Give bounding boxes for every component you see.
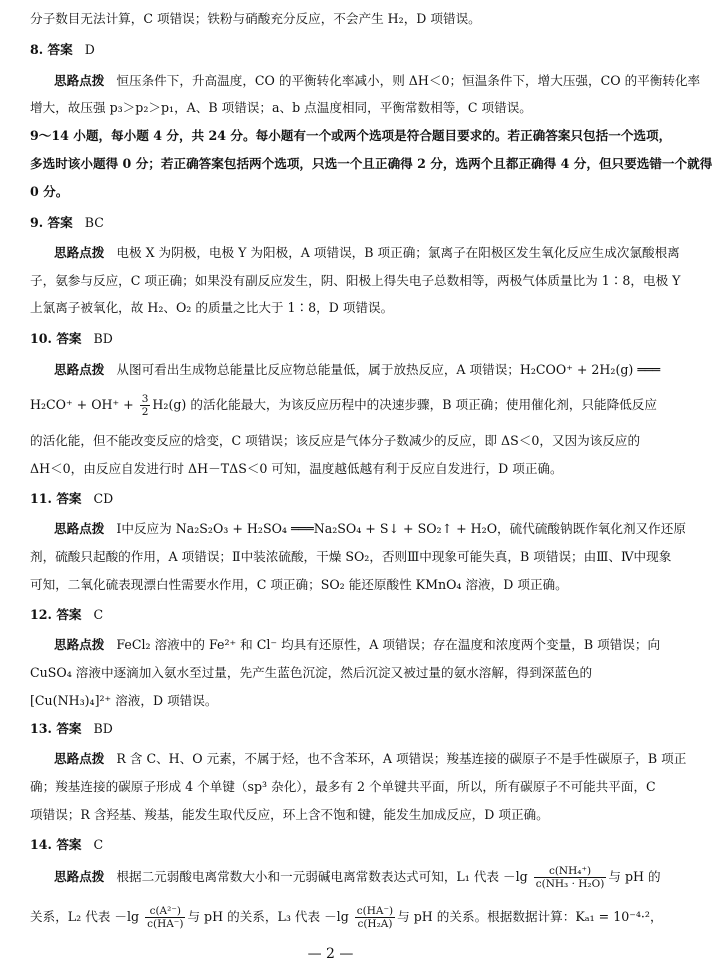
q9-answer-value: BC	[84, 215, 104, 230]
q13-tip-line-3: 项错误；R 含羟基、羧基，能发生取代反应，环上含不饱和键，能发生加成反应，D 项正确。	[30, 807, 549, 822]
q12-answer-value: C	[93, 607, 104, 622]
q12-tip-line-2: CuSO₄ 溶液中逐滴加入氨水至过量，先产生蓝色沉淀，然后沉淀又被过量的氨水溶解，得到深蓝色的	[30, 665, 593, 680]
q10-tip-line-3: 的活化能，但不能改变反应的焓变，C 项错误；该反应是气体分子数减少的反应，即 ΔS＜0，又因为该反应的	[30, 433, 641, 448]
q13-answer: 13. 答案 BD	[30, 721, 113, 736]
q11-answer-value: CD	[93, 491, 114, 506]
fraction-ha-over-h2a: $\frac{c(HA^-)}{\text{c(H₂A)}}$	[356, 905, 394, 930]
fraction-a2-over-ha: $\frac{\text{c(A²⁻)}}{c(HA^-)}$	[147, 905, 184, 930]
q7-tail-line: 分子数目无法计算，C 项错误；铁粉与硝酸充分反应，不会产生 H₂，D 项错误。	[30, 11, 481, 26]
q13-tip-line-2: 确；羧基连接的碳原子形成 4 个单键（sp³ 杂化），最多有 2 个单键共平面，所以，所有碳原子不可能共平面，C	[30, 779, 656, 794]
q9-tip-line-1: 思路点拨 电极 X 为阴极，电极 Y 为阳极，A 项错误，B 项正确；氯离子在阳极区发生氧化反应生成次氯酸根离	[54, 245, 680, 260]
tip-label: 思路点拨	[54, 869, 105, 884]
tip-label: 思路点拨	[54, 751, 105, 766]
q10-tip-line-1: 思路点拨 从图可看出生成物总能量比反应物总能量低，属于放热反应，A 项错误；H₂COO⁺ + 2H₂(g) ═══	[54, 362, 661, 377]
tip-label: 思路点拨	[54, 362, 105, 377]
q14-answer-value: C	[93, 837, 104, 852]
q11-tip-line-3: 可知，二氧化硫表现漂白性需要水作用，C 项正确；SO₂ 能还原酸性 KMnO₄ 溶液，D 项正确。	[30, 577, 568, 592]
fraction-nh4-over-nh3h2o: $\frac{\text{c(NH₄⁺)}}{\text{c(NH₃ · H₂O)}}$	[535, 865, 605, 890]
q12-tip-line-3: [Cu(NH₃)₄]²⁺ 溶液，D 项错误。	[30, 693, 218, 708]
q8-answer: 8. 答案 D	[30, 42, 95, 57]
page-number: — 2 —	[307, 946, 354, 962]
section-note-line-2: 多选时该小题得 0 分；若正确答案包括两个选项，只选一个且正确得 2 分，选两个且都正确得 4 分，但只要选错一个就得	[30, 156, 712, 171]
fraction-three-halves: $\frac{3}{2}$	[141, 393, 149, 418]
tip-label: 思路点拨	[54, 521, 105, 536]
q14-tip-line-1: 思路点拨 根据二元弱酸电离常数大小和一元弱碱电离常数表达式可知，L₁ 代表 －lg $\frac{\text{c(NH₄⁺)}}{\text{c(NH₃ · H₂O)}}$ 与 pH 的	[54, 865, 661, 890]
q9-answer: 9. 答案 BC	[30, 215, 104, 230]
q11-tip-line-2: 剂，硫酸只起酸的作用，A 项错误；Ⅱ中装浓硫酸，干燥 SO₂，否则Ⅲ中现象可能失真，B 项错误；由Ⅲ、Ⅳ中现象	[30, 549, 672, 564]
q8-tip-line-2: 增大，故压强 p₃＞p₂＞p₁，A、B 项错误；a、b 点温度相同，平衡常数相等，C 项错误。	[30, 100, 532, 115]
q8-tip-line-1: 思路点拨 恒压条件下，升高温度，CO 的平衡转化率减小，则 ΔH＜0；恒温条件下，增大压强，CO 的平衡转化率	[54, 73, 701, 88]
q13-answer-value: BD	[93, 721, 113, 736]
q10-tip-line-2: H₂CO⁺ + OH⁺ + $\frac{3}{2}$ H₂(g) 的活化能最大，为该反应历程中的决速步骤，B 项正确；使用催化剂，只能降低反应	[30, 393, 657, 418]
tip-label: 思路点拨	[54, 73, 105, 88]
q11-tip-line-1: 思路点拨 Ⅰ中反应为 Na₂S₂O₃ + H₂SO₄ ═══Na₂SO₄ + S↓ + SO₂↑ + H₂O，硫代硫酸钠既作氧化剂又作还原	[54, 521, 686, 536]
q10-tip-line-4: ΔH＜0，由反应自发进行时 ΔH－TΔS＜0 可知，温度越低越有利于反应自发进行，D 项正确。	[30, 461, 563, 476]
q12-answer: 12. 答案 C	[30, 607, 104, 622]
q13-tip-line-1: 思路点拨 R 含 C、H、O 元素，不属于烃，也不含苯环，A 项错误；羧基连接的碳原子不是手性碳原子，B 项正	[54, 751, 687, 766]
tip-label: 思路点拨	[54, 637, 105, 652]
q10-answer: 10. 答案 BD	[30, 331, 113, 346]
q11-answer: 11. 答案 CD	[30, 491, 114, 506]
tip-label: 思路点拨	[54, 245, 105, 260]
q14-answer: 14. 答案 C	[30, 837, 104, 852]
q12-tip-line-1: 思路点拨 FeCl₂ 溶液中的 Fe²⁺ 和 Cl⁻ 均具有还原性，A 项错误；存在温度和浓度两个变量，B 项错误；向	[54, 637, 661, 652]
q8-answer-value: D	[84, 42, 95, 57]
q10-answer-value: BD	[93, 331, 113, 346]
q9-tip-line-2: 子，氨参与反应，C 项正确；如果没有副反应发生，阴、阳极上得失电子总数相等，两极气体质量比为 1∶8，电极 Y	[30, 273, 681, 288]
q14-tip-line-2: 关系，L₂ 代表 －lg $\frac{\text{c(A²⁻)}}{c(HA^-)}$ 与 pH 的关系，L₃ 代表 －lg $\frac{c(HA^-)}{\text{c(H₂A)}}$ 与 pH 的关系。根据数据计算：Kₐ₁ = 10⁻⁴·²，	[30, 905, 663, 930]
q9-tip-line-3: 上氯离子被氧化，故 H₂、O₂ 的质量之比大于 1∶8，D 项错误。	[30, 300, 394, 315]
section-note-line-1: 9～14 小题，每小题 4 分，共 24 分。每小题有一个或两个选项是符合题目要求的。若正确答案只包括一个选项，	[30, 128, 672, 143]
section-note-line-3: 0 分。	[30, 184, 69, 199]
